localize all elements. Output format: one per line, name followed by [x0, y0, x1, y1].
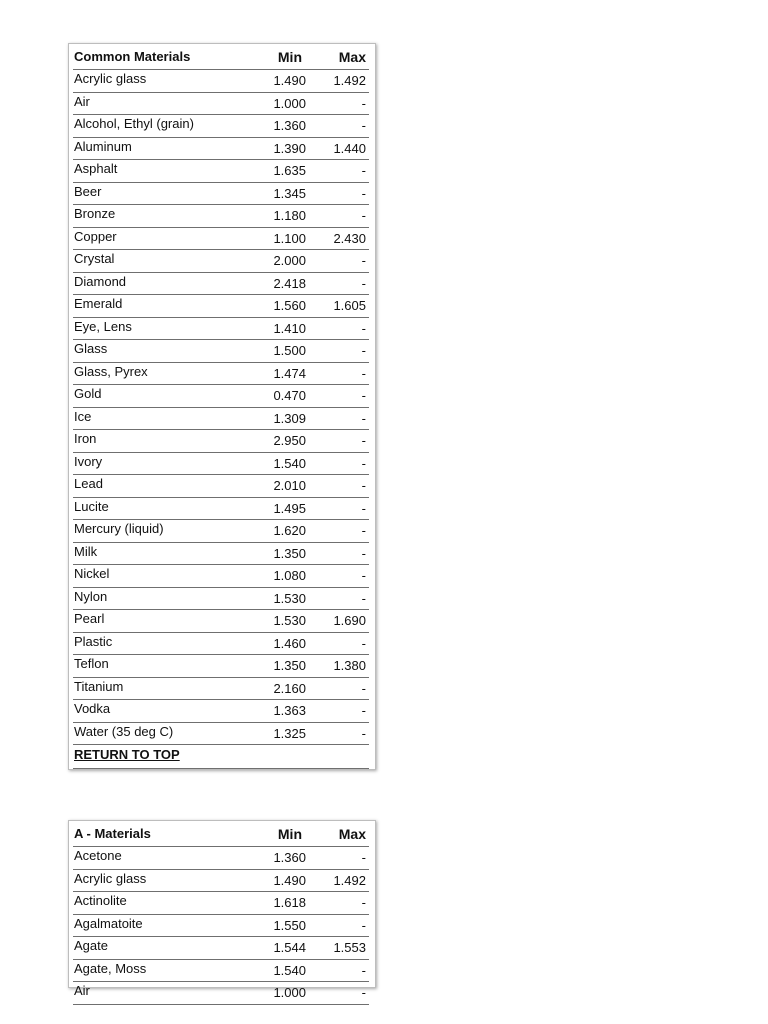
- min-value: 1.560: [273, 298, 306, 314]
- min-value: 1.550: [273, 917, 306, 933]
- table-row: [73, 385, 369, 408]
- material-name: Eye, Lens: [74, 318, 132, 334]
- header-materials: Common Materials: [74, 49, 191, 64]
- max-value: -: [361, 388, 366, 404]
- max-value: -: [361, 850, 366, 866]
- material-name: Titanium: [74, 678, 124, 694]
- max-value: -: [361, 680, 366, 696]
- table-row: [73, 498, 369, 521]
- material-name: Glass: [74, 341, 108, 357]
- max-value: -: [361, 478, 366, 494]
- max-value: -: [361, 962, 366, 978]
- max-value: -: [361, 917, 366, 933]
- material-name: Ice: [74, 408, 92, 424]
- min-value: 1.544: [273, 940, 306, 956]
- min-value: 1.490: [273, 872, 306, 888]
- table-row: [73, 610, 369, 633]
- material-name: Agalmatoite: [74, 915, 143, 931]
- min-value: 1.635: [273, 163, 306, 179]
- table-row: [73, 160, 369, 183]
- material-name: Crystal: [74, 251, 115, 267]
- min-value: 1.360: [273, 850, 306, 866]
- material-name: Nylon: [74, 588, 108, 604]
- table-row: [73, 138, 369, 161]
- material-name: Acrylic glass: [74, 870, 147, 886]
- min-value: 2.418: [273, 275, 306, 291]
- table-row: [73, 700, 369, 723]
- material-name: Lucite: [74, 498, 109, 514]
- material-name: Beer: [74, 183, 102, 199]
- table-row: [73, 892, 369, 915]
- header-min: Min: [277, 825, 302, 842]
- max-value: 1.492: [333, 872, 366, 888]
- min-value: 1.540: [273, 455, 306, 471]
- max-value: 1.553: [333, 940, 366, 956]
- table-body: [69, 847, 373, 1005]
- min-value: 1.363: [273, 703, 306, 719]
- max-value: -: [361, 410, 366, 426]
- header-min: Min: [277, 48, 302, 65]
- min-value: 1.000: [273, 95, 306, 111]
- max-value: -: [361, 568, 366, 584]
- material-name: Nickel: [74, 566, 110, 582]
- table-row: [73, 655, 369, 678]
- table-row: [73, 340, 369, 363]
- material-name: Ivory: [74, 453, 103, 469]
- max-value: 2.430: [333, 230, 366, 246]
- table-row: [73, 295, 369, 318]
- table-row: [73, 228, 369, 251]
- material-name: Emerald: [74, 296, 123, 312]
- min-value: 1.360: [273, 118, 306, 134]
- table-row: [73, 520, 369, 543]
- header-materials: A - Materials: [74, 826, 151, 841]
- table-row: [73, 363, 369, 386]
- header-max: Max: [338, 825, 366, 842]
- material-name: Water (35 deg C): [74, 723, 174, 739]
- max-value: 1.380: [333, 658, 366, 674]
- common-materials-table: [68, 43, 376, 770]
- max-value: -: [361, 895, 366, 911]
- table-row: [73, 475, 369, 498]
- table-row: [73, 543, 369, 566]
- table-header: [73, 44, 369, 70]
- max-value: -: [361, 118, 366, 134]
- min-value: 1.620: [273, 523, 306, 539]
- material-name: Bronze: [74, 206, 116, 222]
- table-row: [73, 273, 369, 296]
- material-name: Gold: [74, 386, 102, 402]
- min-value: 1.000: [273, 985, 306, 1001]
- return-to-top-link[interactable]: RETURN TO TOP: [74, 747, 180, 762]
- table-body: [69, 70, 373, 745]
- max-value: -: [361, 725, 366, 741]
- min-value: 0.470: [273, 388, 306, 404]
- material-name: Acetone: [74, 848, 122, 864]
- max-value: -: [361, 433, 366, 449]
- max-value: -: [361, 163, 366, 179]
- material-name: Agate: [74, 938, 108, 954]
- material-name: Vodka: [74, 701, 111, 717]
- min-value: 1.460: [273, 635, 306, 651]
- table-row: [73, 982, 369, 1005]
- min-value: 1.540: [273, 962, 306, 978]
- max-value: -: [361, 343, 366, 359]
- table-row: [73, 453, 369, 476]
- min-value: 1.080: [273, 568, 306, 584]
- min-value: 1.350: [273, 658, 306, 674]
- min-value: 1.390: [273, 140, 306, 156]
- max-value: -: [361, 703, 366, 719]
- max-value: 1.492: [333, 73, 366, 89]
- max-value: -: [361, 455, 366, 471]
- material-name: Actinolite: [74, 893, 127, 909]
- material-name: Glass, Pyrex: [74, 363, 148, 379]
- min-value: 1.345: [273, 185, 306, 201]
- max-value: 1.690: [333, 613, 366, 629]
- table-row: [73, 870, 369, 893]
- table-row: [73, 723, 369, 746]
- table-row: [73, 915, 369, 938]
- min-value: 1.410: [273, 320, 306, 336]
- material-name: Pearl: [74, 611, 105, 627]
- min-value: 1.495: [273, 500, 306, 516]
- min-value: 1.474: [273, 365, 306, 381]
- min-value: 2.000: [273, 253, 306, 269]
- min-value: 2.160: [273, 680, 306, 696]
- table-row: [73, 565, 369, 588]
- table-row: [73, 633, 369, 656]
- table-row: [73, 588, 369, 611]
- table-row: [73, 408, 369, 431]
- max-value: -: [361, 590, 366, 606]
- table-header: [73, 821, 369, 847]
- return-row: [73, 745, 369, 769]
- min-value: 2.950: [273, 433, 306, 449]
- material-name: Lead: [74, 476, 103, 492]
- max-value: -: [361, 985, 366, 1001]
- min-value: 1.618: [273, 895, 306, 911]
- min-value: 1.530: [273, 613, 306, 629]
- min-value: 1.530: [273, 590, 306, 606]
- min-value: 1.350: [273, 545, 306, 561]
- max-value: -: [361, 635, 366, 651]
- table-row: [73, 678, 369, 701]
- material-name: Iron: [74, 431, 97, 447]
- material-name: Air: [74, 983, 90, 999]
- table-row: [73, 250, 369, 273]
- material-name: Alcohol, Ethyl (grain): [74, 116, 194, 132]
- material-name: Agate, Moss: [74, 960, 147, 976]
- table-row: [73, 93, 369, 116]
- min-value: 1.500: [273, 343, 306, 359]
- max-value: -: [361, 95, 366, 111]
- table-row: [73, 937, 369, 960]
- max-value: -: [361, 500, 366, 516]
- max-value: -: [361, 545, 366, 561]
- material-name: Mercury (liquid): [74, 521, 164, 537]
- material-name: Teflon: [74, 656, 109, 672]
- min-value: 1.100: [273, 230, 306, 246]
- min-value: 1.309: [273, 410, 306, 426]
- min-value: 1.180: [273, 208, 306, 224]
- material-name: Air: [74, 93, 90, 109]
- min-value: 1.490: [273, 73, 306, 89]
- max-value: -: [361, 253, 366, 269]
- max-value: -: [361, 275, 366, 291]
- table-row: [73, 205, 369, 228]
- table-row: [73, 318, 369, 341]
- table-row: [73, 70, 369, 93]
- material-name: Diamond: [74, 273, 127, 289]
- table-row: [73, 183, 369, 206]
- table-row: [73, 847, 369, 870]
- min-value: 2.010: [273, 478, 306, 494]
- table-row: [73, 115, 369, 138]
- header-max: Max: [338, 48, 366, 65]
- material-name: Acrylic glass: [74, 71, 147, 87]
- table-row: [73, 960, 369, 983]
- max-value: 1.440: [333, 140, 366, 156]
- max-value: 1.605: [333, 298, 366, 314]
- max-value: -: [361, 365, 366, 381]
- material-name: Copper: [74, 228, 117, 244]
- material-name: Asphalt: [74, 161, 118, 177]
- min-value: 1.325: [273, 725, 306, 741]
- a-materials-table: [68, 820, 376, 1001]
- max-value: -: [361, 185, 366, 201]
- max-value: -: [361, 523, 366, 539]
- max-value: -: [361, 208, 366, 224]
- max-value: -: [361, 320, 366, 336]
- table-row: [73, 430, 369, 453]
- material-name: Milk: [74, 543, 98, 559]
- material-name: Plastic: [74, 633, 113, 649]
- material-name: Aluminum: [74, 138, 132, 154]
